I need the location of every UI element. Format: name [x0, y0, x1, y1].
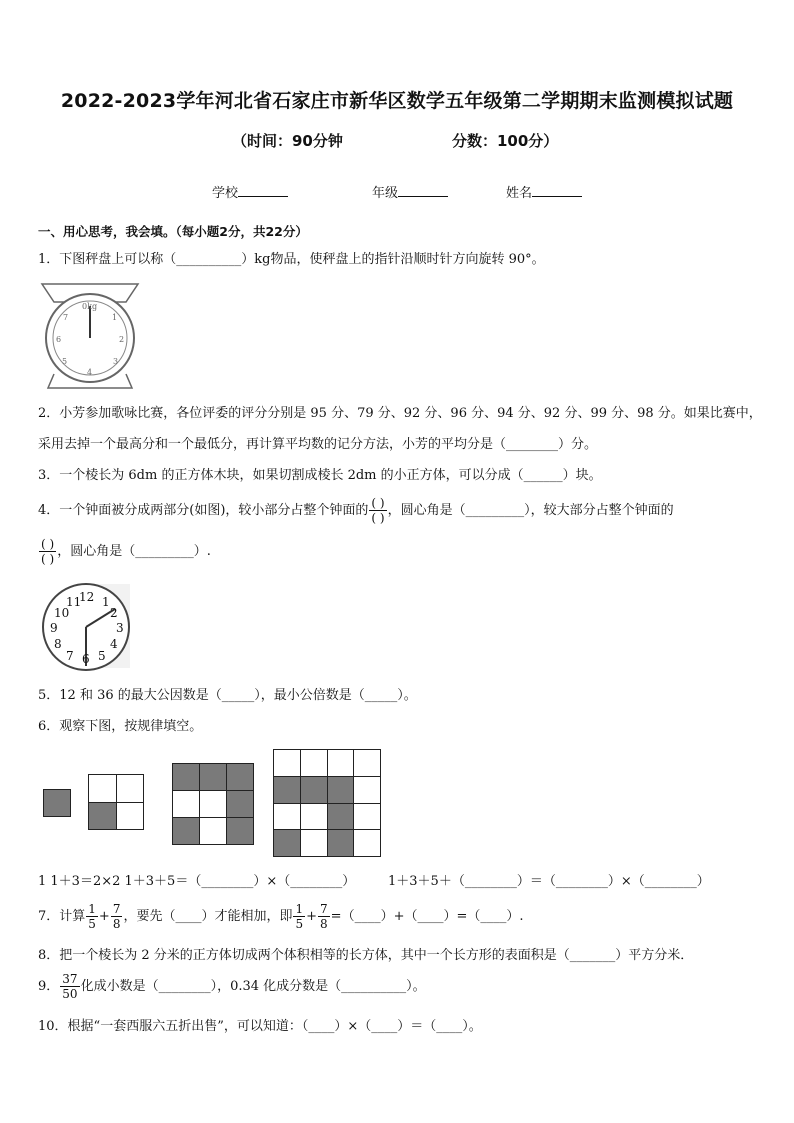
svg-text:7: 7: [63, 313, 69, 322]
svg-text:12: 12: [79, 590, 95, 604]
pattern-grid-2: [88, 774, 144, 830]
question-3: 3．一个棱长为 6dm 的正方体木块，如果切割成棱长 2dm 的小正方体，可以分成（______）块。: [38, 468, 602, 483]
fraction-blank[interactable]: $\frac{( )}{( )}$: [41, 537, 55, 566]
answer-blank[interactable]: __________: [176, 252, 242, 267]
question-6-formula-a: 1 1＋3＝2×2 1＋3＋5＝（________）×（________）: [38, 874, 356, 889]
question-6: 6．观察下图，按规律填空。: [38, 719, 203, 734]
question-1: 1．下图秤盘上可以称（__________）kg物品，使秤盘上的指针沿顺时针方向旋转 90°。: [38, 252, 545, 267]
svg-text:1: 1: [102, 595, 110, 609]
exam-score: 分数：100分）: [452, 132, 559, 150]
clock-figure: [38, 580, 138, 672]
scale-figure: [38, 282, 142, 392]
question-6-formula-b: 1＋3＋5＋（________）＝（________）×（________）: [388, 874, 710, 889]
section-heading: 一、用心思考，我会填。（每小题2分，共22分）: [38, 224, 308, 239]
question-8: 8．把一个棱长为 2 分米的正方体切成两个体积相等的长方体，其中一个长方形的表面积是（_______）平方分米．: [38, 948, 694, 963]
pattern-grid-1: [43, 789, 71, 817]
pattern-grid-4: [273, 749, 381, 857]
scale-unit: 0kg: [82, 302, 98, 311]
svg-text:9: 9: [50, 621, 58, 635]
svg-text:4: 4: [87, 368, 93, 377]
svg-text:2: 2: [110, 606, 118, 620]
svg-text:10: 10: [54, 606, 70, 620]
pattern-grid-3: [172, 763, 254, 845]
svg-text:3: 3: [113, 357, 119, 366]
question-4-cont: $\frac{( )}{( )}$ ，圆心角是（_________）.: [41, 537, 211, 566]
svg-text:5: 5: [62, 357, 68, 366]
question-2-line-2: 采用去掉一个最高分和一个最低分，再计算平均数的记分方法，小芳的平均分是（________）分。: [38, 437, 598, 452]
grade-field[interactable]: 年级: [372, 182, 448, 201]
svg-text:11: 11: [66, 595, 82, 609]
question-9: 9． $\frac{37}{50}$ 化成小数是（________），0.34 化成分数是（__________）。: [38, 972, 426, 1001]
svg-text:6: 6: [56, 335, 62, 344]
question-10: 10．根据“一套西服六五折出售”，可以知道：（____）×（____）＝（____）。: [38, 1019, 482, 1034]
svg-text:4: 4: [110, 637, 118, 651]
fraction-blank[interactable]: $\frac{( )}{( )}$: [371, 496, 385, 525]
exam-time: （时间：90分钟: [232, 132, 343, 150]
svg-text:8: 8: [54, 637, 62, 651]
page-title: 2022-2023学年河北省石家庄市新华区数学五年级第二学期期末监测模拟试题: [60, 90, 734, 112]
svg-text:2: 2: [119, 335, 125, 344]
svg-text:5: 5: [98, 649, 106, 663]
svg-text:7: 7: [66, 649, 74, 663]
school-field[interactable]: 学校: [212, 182, 288, 201]
question-4: 4．一个钟面被分成两部分(如图)，较小部分占整个钟面的 $\frac{( )}{( )}$ ，圆心角是（_________），较大部分占整个钟面的: [38, 496, 674, 525]
svg-text:1: 1: [112, 313, 118, 322]
question-5: 5．12 和 36 的最大公因数是（_____），最小公倍数是（_____）。: [38, 688, 417, 703]
question-2-line-1: 2．小芳参加歌咏比赛，各位评委的评分分别是 95 分、79 分、92 分、96 分、94 分、92 分、99 分、98 分。如果比赛中，: [38, 406, 762, 421]
question-7: 7．计算 $\frac{1}{5}$ + $\frac{7}{8}$ ，要先（____）才能相加，即 $\frac{1}{5}$ + $\frac{7}{8}$ =（____）+（____）=（____）.: [38, 902, 524, 931]
svg-text:3: 3: [116, 621, 124, 635]
name-field[interactable]: 姓名: [506, 182, 582, 201]
svg-text:6: 6: [82, 652, 90, 666]
